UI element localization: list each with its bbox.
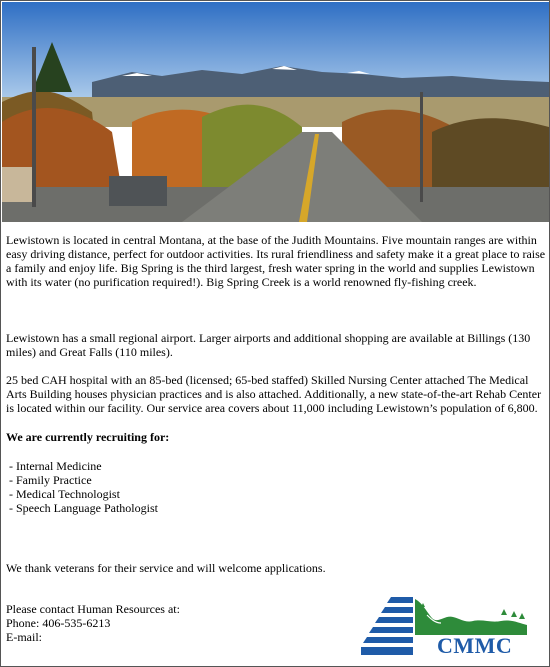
veterans-note: We thank veterans for their service and will welcome applications.	[6, 561, 326, 575]
list-item: - Family Practice	[9, 473, 92, 487]
logo-wordmark: CMMC	[437, 633, 513, 658]
contact-intro: Please contact Human Resources at:	[6, 602, 180, 616]
email-label: E-mail:	[6, 630, 42, 644]
contact-block	[6, 602, 180, 644]
airport-paragraph: Lewistown has a small regional airport. Larger airports and additional shopping are available at Billings (130 miles) and Great Falls (110 miles).	[6, 331, 531, 359]
list-item: - Speech Language Pathologist	[9, 501, 158, 515]
hospital-paragraph: 25 bed CAH hospital with an 85-bed (licensed; 65-bed staffed) Skilled Nursing Center attached The Medical Arts Building houses physician practices and is also attached. Additionally, a new state-of-the-art Rehab Center is located within our facility. Our service area covers about 11,000 including Lewistown’s population of 6,800.	[6, 373, 542, 415]
positions-list	[6, 459, 158, 515]
phone-number: Phone: 406-535-6213	[6, 616, 111, 630]
intro-paragraph: Lewistown is located in central Montana, at the base of the Judith Mountains. Five mountain ranges are within easy driving distance, perfect for outdoor activities. Its rural friendliness and safety make it a great place to raise a family and enjoy life. Big Spring is the third largest, fresh water spring in the world and supplies Lewistown with its water (no purification required!). Big Spring Creek is a world renowned fly-fishing creek.	[6, 233, 546, 289]
town-street-photo	[2, 2, 549, 222]
recruiting-heading: We are currently recruiting for:	[6, 430, 170, 444]
list-item: - Internal Medicine	[9, 459, 102, 473]
list-item: - Medical Technologist	[9, 487, 120, 501]
